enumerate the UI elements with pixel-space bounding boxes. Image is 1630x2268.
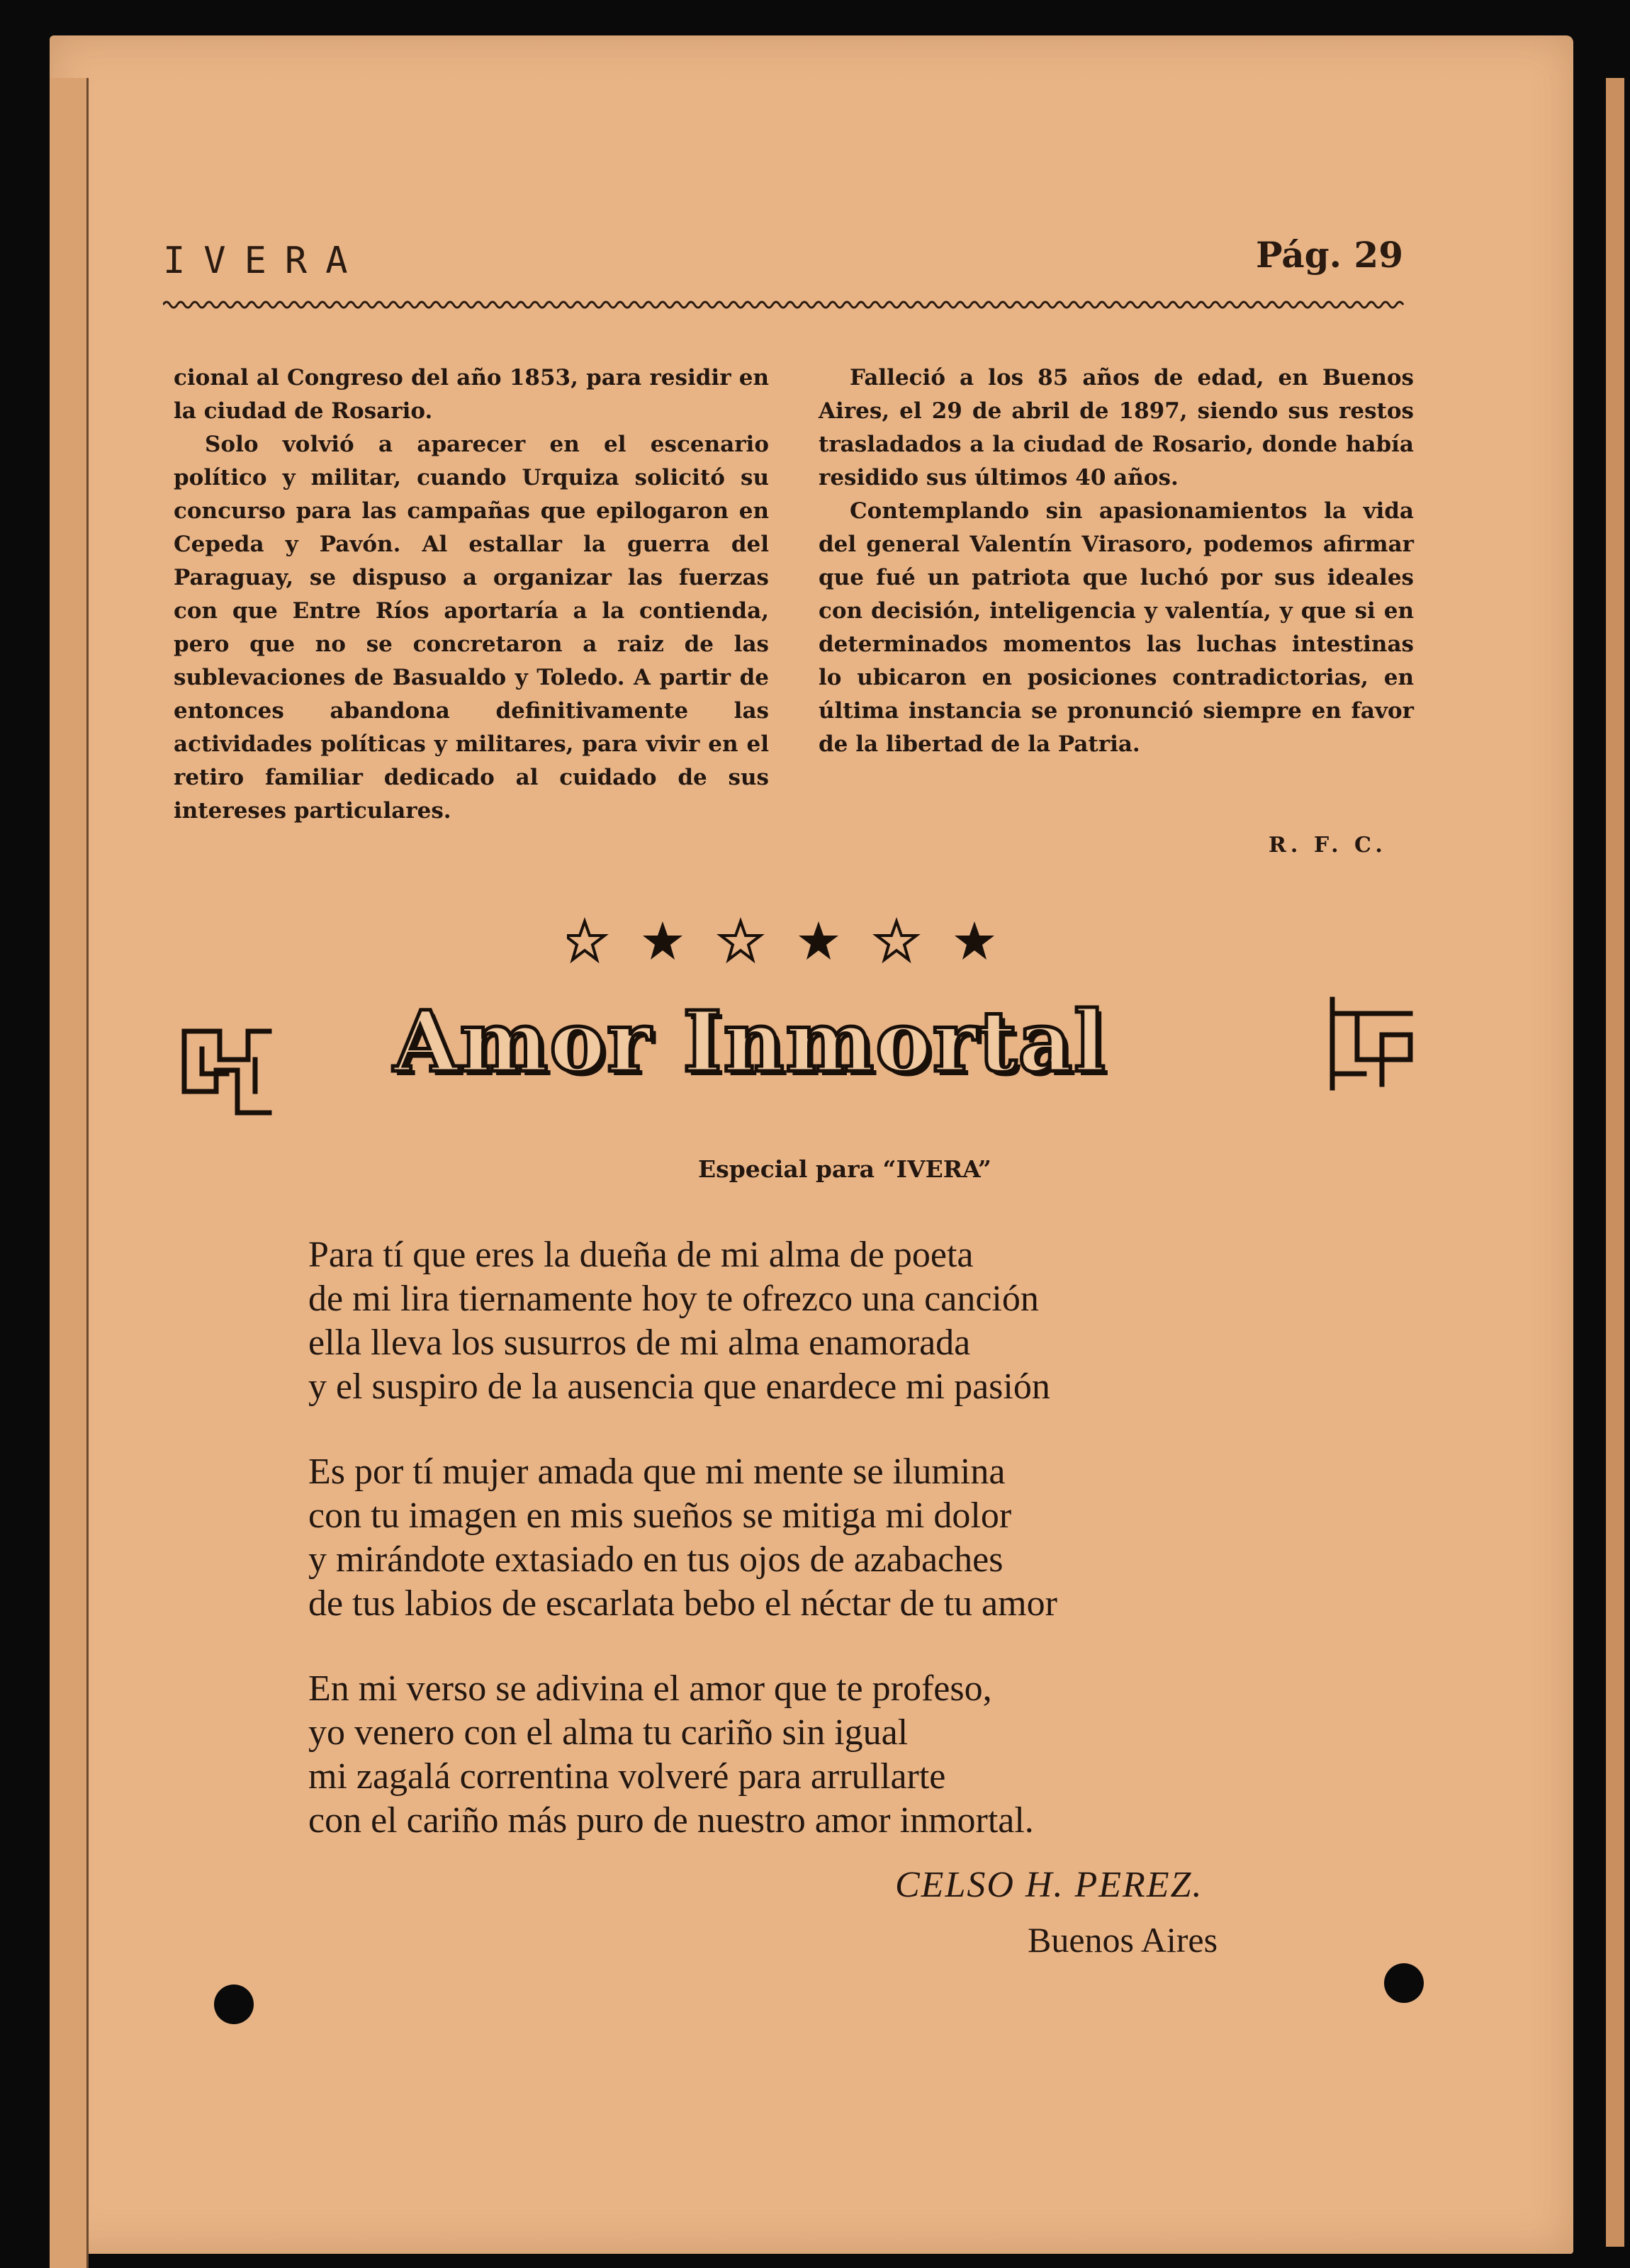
star-outline-icon — [721, 921, 760, 960]
wavy-rule — [163, 298, 1410, 312]
star-divider — [567, 914, 1013, 971]
star-outline-icon — [567, 921, 605, 960]
star-outline-icon — [877, 921, 916, 960]
article-left-column — [174, 361, 769, 828]
poem-author: CELSO H. PEREZ. — [895, 1865, 1203, 1905]
poem-line: mi zagalá correntina volveré para arrullarte — [308, 1756, 946, 1797]
poem-line: ella lleva los susurros de mi alma enamorada — [308, 1323, 971, 1363]
magazine-title: IVERA — [163, 240, 366, 282]
poem-line: y el suspiro de la ausencia que enardece mi pasión — [308, 1366, 1050, 1407]
paragraph: Falleció a los 85 años de edad, en Buenos Aires, el 29 de abril de 1897, siendo sus restos trasladados a la ciudad de Rosario, donde había residido sus últimos 40 años. — [819, 365, 1414, 490]
stanza — [308, 1667, 1300, 1843]
star-filled-icon — [955, 921, 994, 960]
poem-line: Para tí que eres la dueña de mi alma de poeta — [308, 1235, 974, 1275]
stanza — [308, 1233, 1300, 1409]
star-filled-icon — [643, 921, 682, 960]
poem-subtitle: Especial para “IVERA” — [698, 1155, 991, 1183]
binding-hole — [1384, 1963, 1424, 2003]
poem-title: Amor Inmortal — [393, 992, 1107, 1091]
paragraph: Contemplando sin apasionamientos la vida del general Valentín Virasoro, podemos afirmar que fué un patriota que luchó por sus ideales con decisión, inteligencia y valentía, y que si en determinados momentos las luchas intestinas lo ubicaron en posiciones contradictorias, en última instancia se pronunció siempre en favor de la libertad de la Patria. — [819, 498, 1414, 757]
poem-body — [308, 1233, 1300, 1884]
star-filled-icon — [799, 921, 838, 960]
page-number: Pág. 29 — [1255, 234, 1403, 276]
poem-line: con el cariño más puro de nuestro amor inmortal. — [308, 1800, 1034, 1841]
previous-page-edge — [50, 78, 89, 2268]
poem-line: con tu imagen en mis sueños se mitiga mi dolor — [308, 1495, 1012, 1536]
poem-place: Buenos Aires — [1028, 1920, 1218, 1960]
page-edge-shadow — [1606, 78, 1624, 2247]
decorative-fret-icon — [1322, 992, 1421, 1099]
binding-hole — [214, 1984, 254, 2024]
page-header — [163, 234, 1403, 291]
paragraph: Solo volvió a aparecer en el escenario político y militar, cuando Urquiza solicitó su concurso para las campañas que epilogaron en Cepeda y Pavón. Al estallar la guerra del Paraguay, se dispuso a organizar las fuerzas con que Entre Ríos aportaría a la contienda, pero que no se concretaron a raiz de las sublevaciones de Basualdo y Toledo. A partir de entonces abandona definitivamente las actividades políticas y militares, para vivir en el retiro familiar dedicado al cuidado de sus intereses particulares. — [174, 432, 769, 824]
poem-title-wrap — [393, 992, 1107, 1091]
poem-line: de tus labios de escarlata bebo el néctar de tu amor — [308, 1583, 1057, 1624]
poem-line: Es por tí mujer amada que mi mente se ilumina — [308, 1452, 1006, 1492]
article-right-column — [819, 361, 1414, 761]
poem-line: de mi lira tiernamente hoy te ofrezco una canción — [308, 1279, 1039, 1319]
poem-line: En mi verso se adivina el amor que te profeso, — [308, 1668, 992, 1709]
decorative-fret-icon — [177, 1021, 276, 1120]
poem-line: y mirándote extasiado en tus ojos de azabaches — [308, 1539, 1004, 1580]
poem-line: yo venero con el alma tu cariño sin igual — [308, 1712, 909, 1753]
stanza — [308, 1450, 1300, 1626]
paragraph: cional al Congreso del año 1853, para residir en la ciudad de Rosario. — [174, 365, 769, 424]
article-signature: R. F. C. — [1269, 833, 1387, 858]
